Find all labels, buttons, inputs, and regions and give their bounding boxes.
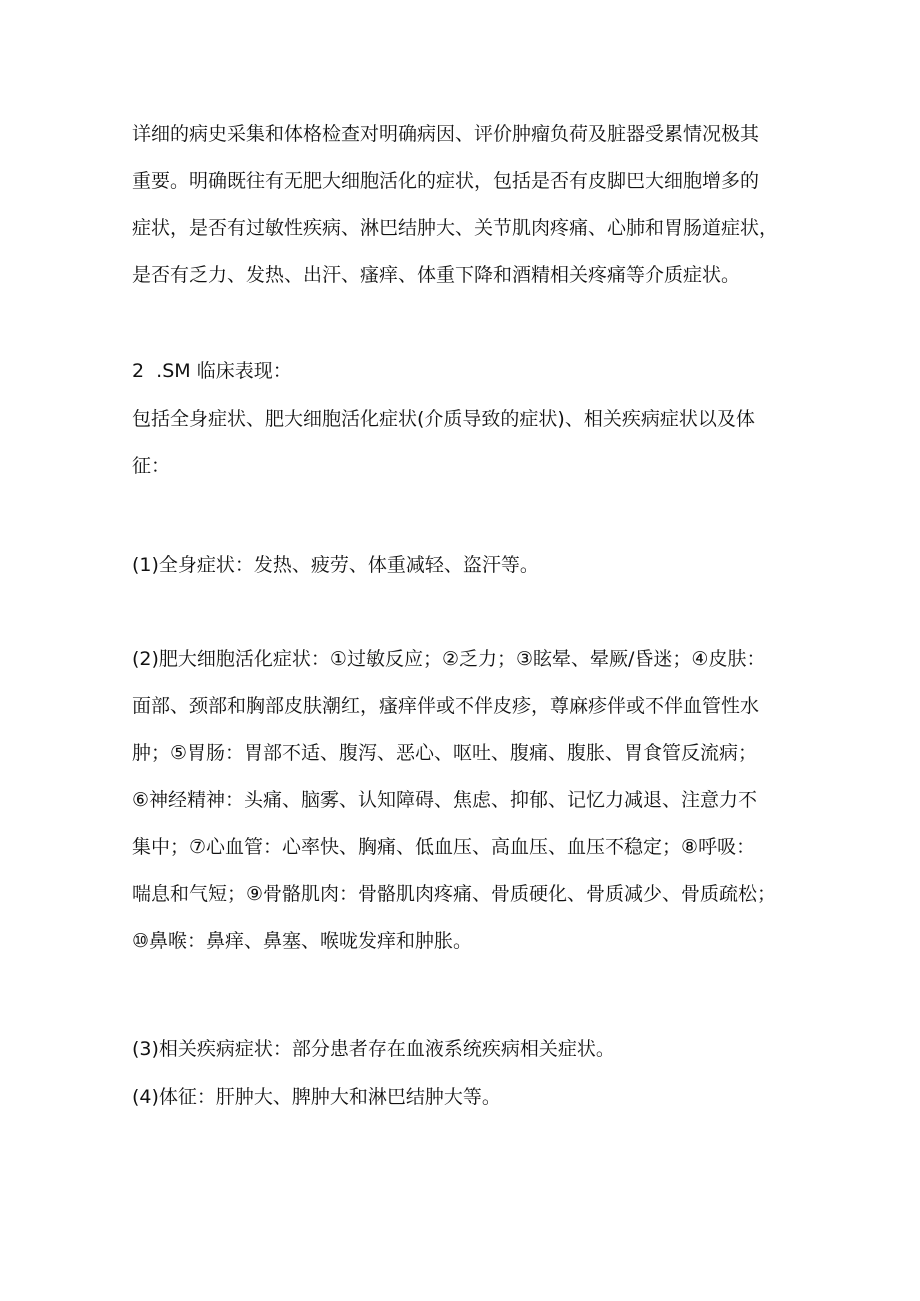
item-physical-signs xyxy=(132,1074,808,1121)
heading-text: 2 .SM 临床表现： xyxy=(132,360,292,382)
text-line: 重要。明确既往有无肥大细胞活化的症状，包括是否有皮脚巴大细胞增多的 xyxy=(132,170,760,192)
text-line: (2)肥大细胞活化症状：①过敏反应；②乏力；③眩晕、晕厥/昏迷；④皮肤： xyxy=(132,648,766,670)
item-mast-cell-activation xyxy=(132,636,808,965)
text-line: 面部、颈部和胸部皮肤潮红，瘙痒伴或不伴皮疹，尊麻疹伴或不伴血管性水 xyxy=(132,695,760,717)
text-line: 集中；⑦心血管：心率快、胸痛、低血压、高血压、血压不稳定；⑧呼吸： xyxy=(132,836,756,858)
item-systemic-symptoms xyxy=(132,542,808,589)
text-line: 症状，是否有过敏性疾病、淋巴结肿大、关节肌肉疼痛、心肺和胃肠道症状， xyxy=(132,217,779,239)
text-line: (3)相关疾病症状：部分患者存在血液系统疾病相关症状。 xyxy=(132,1038,615,1060)
section-intro-paragraph xyxy=(132,396,808,490)
text-line: 肿；⑤胃肠：胃部不适、腹泻、恶心、呕吐、腹痛、腹胀、胃食管反流病； xyxy=(132,742,758,764)
item-related-disease xyxy=(132,1026,808,1073)
text-line: ⑥神经精神：头痛、脑雾、认知障碍、焦虑、抑郁、记忆力减退、注意力不 xyxy=(132,789,758,811)
intro-paragraph xyxy=(132,111,808,299)
text-line: 征： xyxy=(132,455,171,477)
section-heading xyxy=(132,348,808,395)
text-line: 包括全身症状、肥大细胞活化症状(介质导致的症状)、相关疾病症状以及体 xyxy=(132,408,755,430)
text-line: 是否有乏力、发热、出汗、瘙痒、体重下降和酒精相关疼痛等介质症状。 xyxy=(132,264,741,286)
text-line: (1)全身症状：发热、疲劳、体重减轻、盗汗等。 xyxy=(132,554,539,576)
text-line: 详细的病史采集和体格检查对明确病因、评价肿瘤负荷及脏器受累情况极其 xyxy=(132,123,760,145)
text-line: (4)体征：肝肿大、脾肿大和淋巴结肿大等。 xyxy=(132,1086,501,1108)
text-line: 喘息和气短；⑨骨骼肌肉：骨骼肌肉疼痛、骨质硬化、骨质减少、骨质疏松； xyxy=(132,883,777,905)
text-line: ⑩鼻喉：鼻痒、鼻塞、喉咙发痒和肿胀。 xyxy=(132,930,473,952)
